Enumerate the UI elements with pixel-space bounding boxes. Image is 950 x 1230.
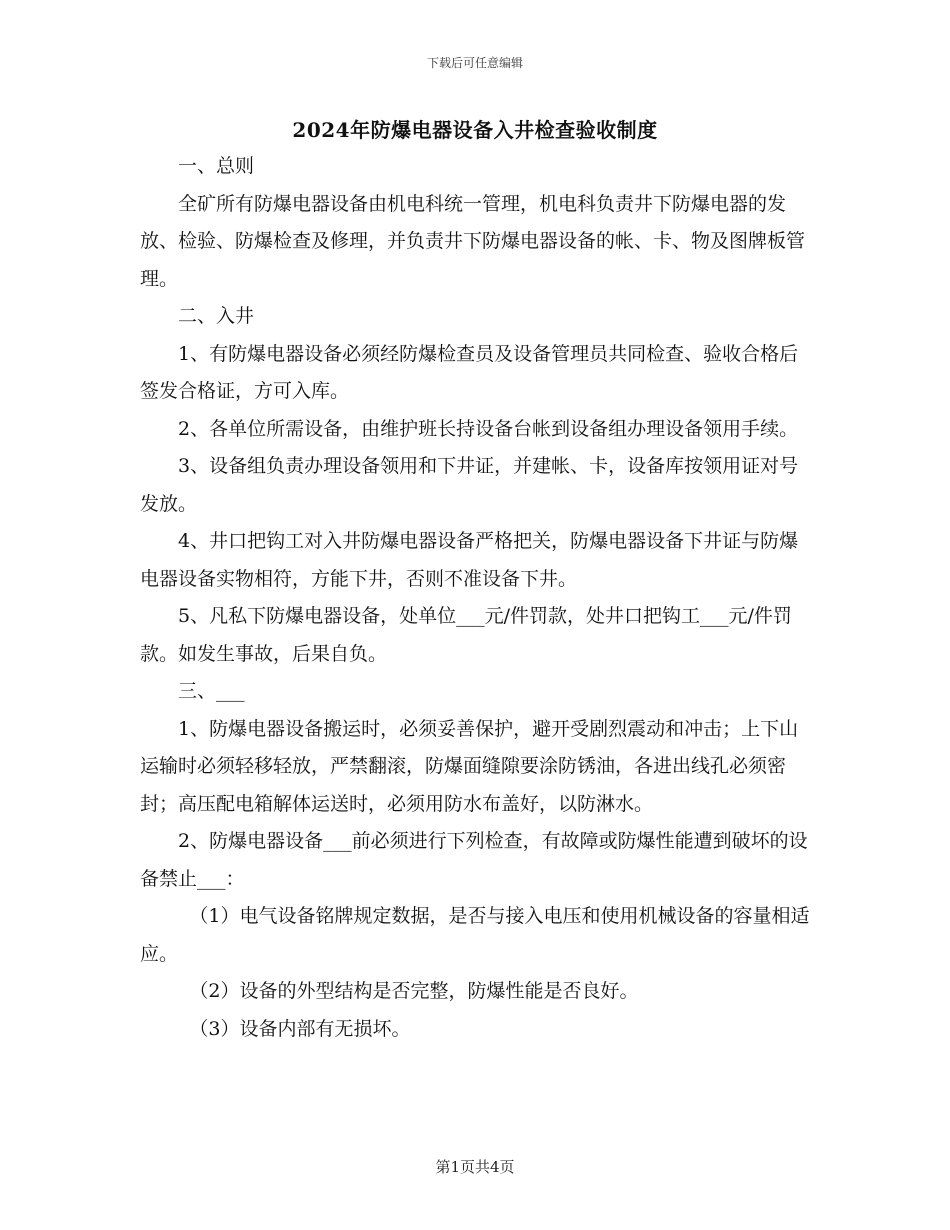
page-header-note: 下载后可任意编辑 xyxy=(426,56,523,70)
paragraph: 2、防爆电器设备___前必须进行下列检查，有故障或防爆性能遭到破坏的设备禁止___： xyxy=(140,830,808,890)
section-heading-three: 三、___ xyxy=(178,680,245,702)
list-item: （2）设备的外型结构是否完整，防爆性能是否良好。 xyxy=(189,980,639,1002)
paragraph: 2、各单位所需设备，由维护班长持设备台帐到设备组办理设备领用手续。 xyxy=(178,417,799,440)
paragraph: 4、井口把钩工对入井防爆电器设备严格把关，防爆电器设备下井证与防爆电器设备实物相符，方能下井，否则不准设备下井。 xyxy=(140,530,799,590)
paragraph: 5、凡私下防爆电器设备，处单位___元/件罚款，处井口把钩工___元/件罚款。如发生事故，后果自负。 xyxy=(140,605,792,665)
section-heading-entry: 二、入井 xyxy=(178,305,255,327)
list-item: （3）设备内部有无损坏。 xyxy=(189,1017,411,1040)
paragraph: 3、设备组负责办理设备领用和下井证，并建帐、卡，设备库按领用证对号发放。 xyxy=(140,455,799,515)
paragraph: 全矿所有防爆电器设备由机电科统一管理，机电科负责井下防爆电器的发放、检验、防爆检查及修理，并负责井下防爆电器设备的帐、卡、物及图牌板管理。 xyxy=(140,192,806,290)
paragraph: 1、防爆电器设备搬运时，必须妥善保护，避开受剧烈震动和冲击；上下山运输时必须轻移轻放，严禁翻滚，防爆面缝隙要涂防锈油，各进出线孔必须密封；高压配电箱解体运送时，必须用防水布盖好，以防淋水。 xyxy=(140,717,799,815)
paragraph: 1、有防爆电器设备必须经防爆检查员及设备管理员共同检查、验收合格后签发合格证，方可入库。 xyxy=(140,342,799,402)
document-title: 2024年防爆电器设备入井检查验收制度 xyxy=(292,118,658,142)
page-footer-page-number: 第1页共4页 xyxy=(435,1158,515,1176)
document-body xyxy=(140,148,816,1048)
list-item: （1）电气设备铭牌规定数据，是否与接入电压和使用机械设备的容量相适应。 xyxy=(140,905,810,965)
section-heading-general: 一、总则 xyxy=(178,155,255,177)
